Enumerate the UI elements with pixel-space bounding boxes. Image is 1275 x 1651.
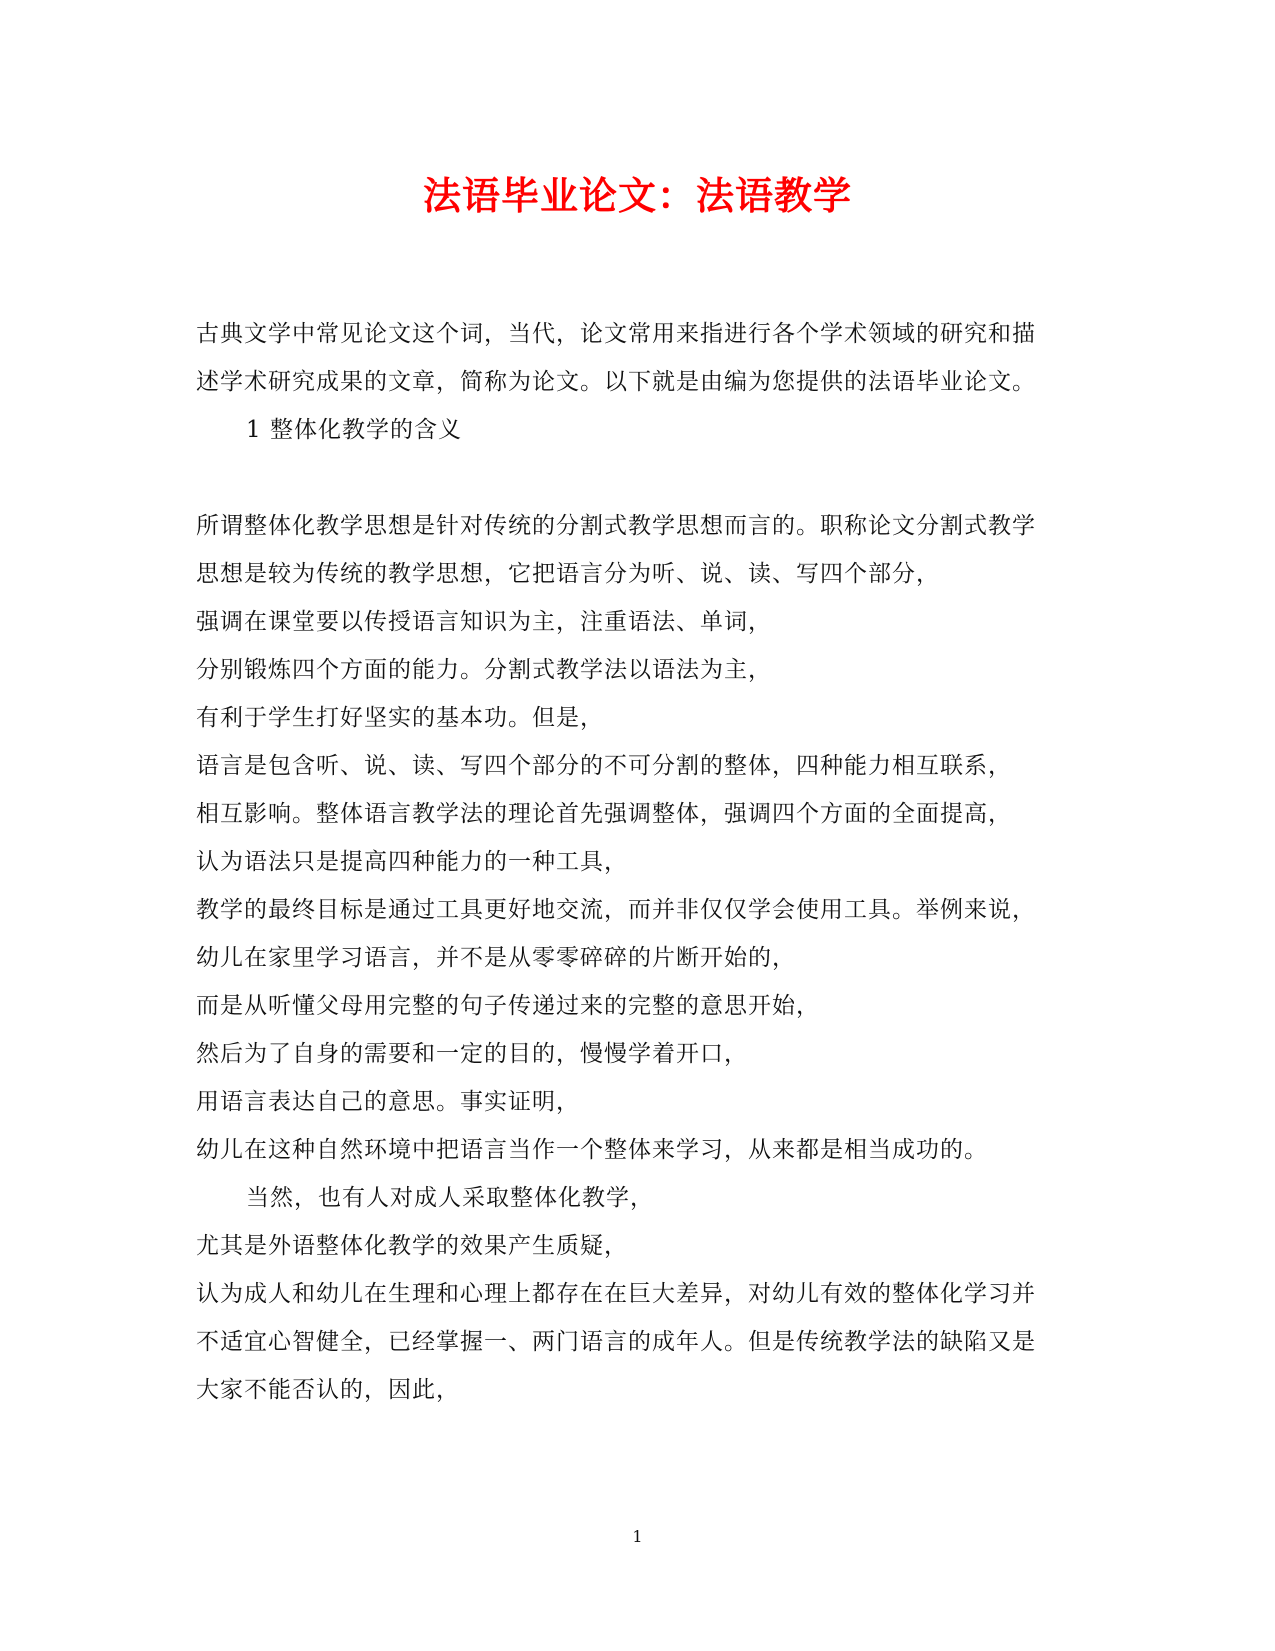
- body-line: 而是从听懂父母用完整的句子传递过来的完整的意思开始，: [196, 993, 820, 1019]
- body-line: 分别锻炼四个方面的能力。分割式教学法以语法为主，: [196, 657, 772, 683]
- body-line: 教学的最终目标是通过工具更好地交流，而并非仅仅学会使用工具。举例来说，: [196, 897, 1036, 923]
- document-title: 法语毕业论文：法语教学: [422, 173, 852, 218]
- intro-line: 古典文学中常见论文这个词，当代，论文常用来指进行各个学术领域的研究和描: [196, 321, 1036, 347]
- body-line: 然后为了自身的需要和一定的目的，慢慢学着开口，: [196, 1041, 748, 1067]
- para2-line: 尤其是外语整体化教学的效果产生质疑，: [196, 1233, 628, 1259]
- body-line: 思想是较为传统的教学思想，它把语言分为听、说、读、写四个部分，: [196, 561, 940, 587]
- para2-line: 不适宜心智健全，已经掌握一、两门语言的成年人。但是传统教学法的缺陷又是: [196, 1329, 1036, 1355]
- body-line: 有利于学生打好坚实的基本功。但是，: [196, 705, 604, 731]
- para2-line: 大家不能否认的，因此，: [196, 1377, 460, 1403]
- section-heading: 1 整体化教学的含义: [246, 417, 462, 443]
- intro-line: 述学术研究成果的文章，简称为论文。以下就是由编为您提供的法语毕业论文。: [196, 369, 1036, 395]
- body-line: 所谓整体化教学思想是针对传统的分割式教学思想而言的。职称论文分割式教学: [196, 513, 1036, 539]
- para2-line: 认为成人和幼儿在生理和心理上都存在在巨大差异，对幼儿有效的整体化学习并: [196, 1281, 1036, 1307]
- body-line: 强调在课堂要以传授语言知识为主，注重语法、单词，: [196, 609, 772, 635]
- body-line: 认为语法只是提高四种能力的一种工具，: [196, 849, 628, 875]
- body-line: 语言是包含听、说、读、写四个部分的不可分割的整体，四种能力相互联系，: [196, 753, 1012, 779]
- body-line: 幼儿在这种自然环境中把语言当作一个整体来学习，从来都是相当成功的。: [196, 1137, 988, 1163]
- page-number: 1: [632, 1527, 643, 1546]
- body-line: 幼儿在家里学习语言，并不是从零零碎碎的片断开始的，: [196, 945, 796, 971]
- body-line: 用语言表达自己的意思。事实证明，: [196, 1089, 580, 1115]
- para2-line: 当然，也有人对成人采取整体化教学，: [246, 1185, 654, 1211]
- body-line: 相互影响。整体语言教学法的理论首先强调整体，强调四个方面的全面提高，: [196, 801, 1012, 827]
